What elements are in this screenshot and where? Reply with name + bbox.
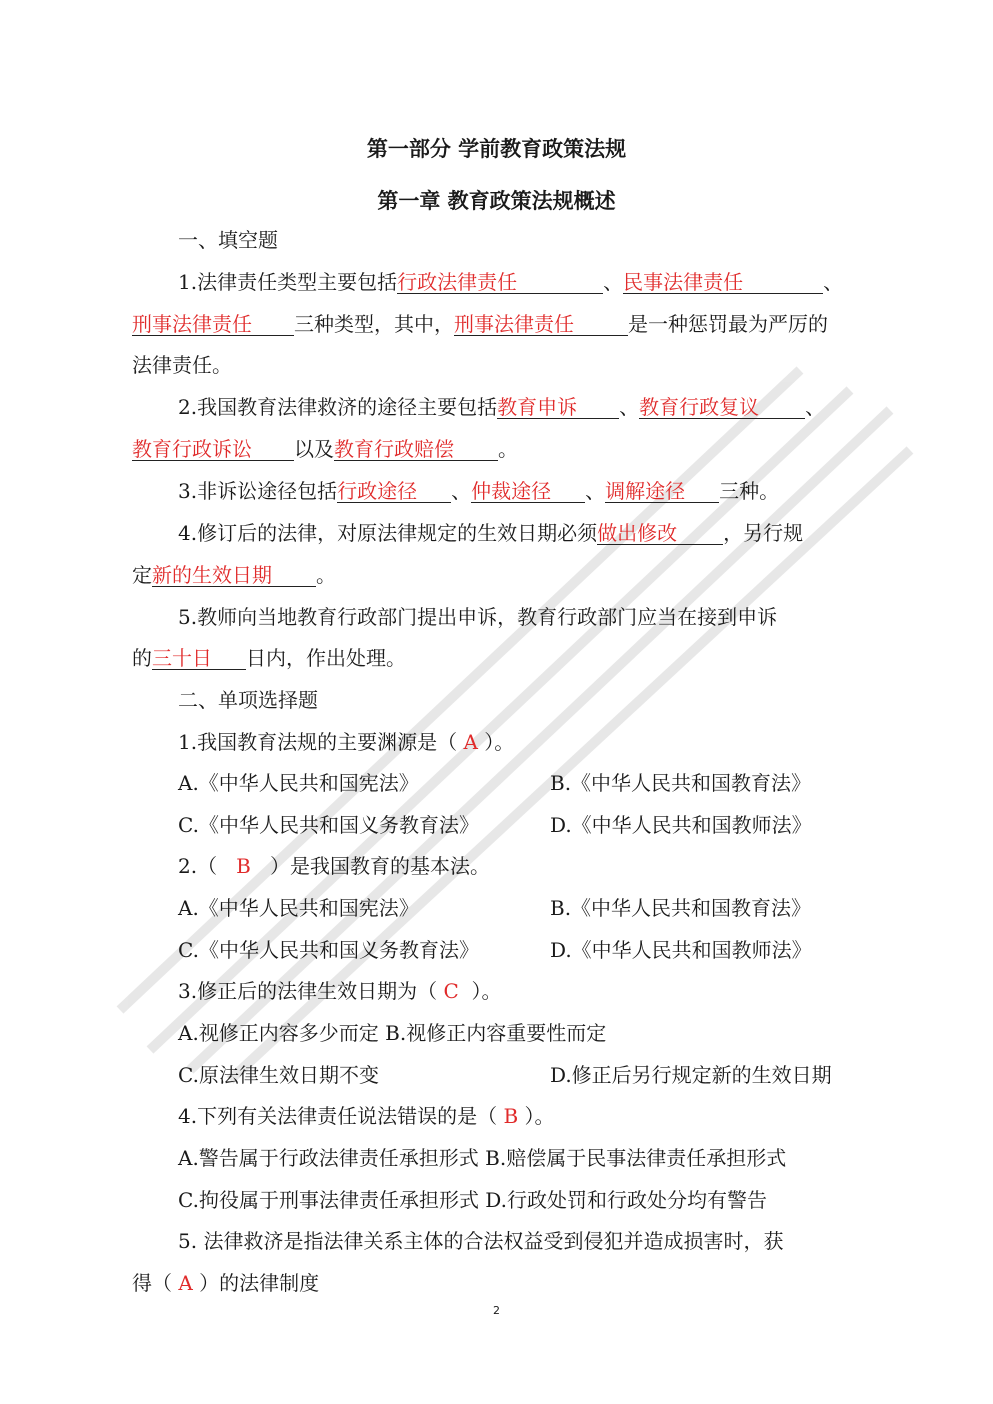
fill-q2-line2: 教育行政诉讼 以及教育行政赔偿 。: [132, 437, 518, 461]
mc-q5-line2: 得（ A ）的法律制度: [132, 1271, 320, 1295]
part-title: 第一部分 学前教育政策法规: [366, 137, 627, 161]
fill-q4-line1: 4.修订后的法律，对原法律规定的生效日期必须做出修改 ，另行规: [178, 521, 804, 545]
mc-q2-stem: 2.（ B ）是我国教育的基本法。: [178, 854, 490, 878]
mc-q2-option-a: A.《中华人民共和国宪法》: [178, 896, 419, 920]
fill-q3: 3.非诉讼途径包括行政途径 、仲裁途径 、调解途径 三种。: [178, 479, 780, 503]
mc-q3-option-c: C.原法律生效日期不变: [178, 1063, 379, 1087]
section-heading-fill-blank: 一、填空题: [178, 228, 278, 252]
mc-q1-option-c: C.《中华人民共和国义务教育法》: [178, 813, 479, 837]
fill-q1-line2: 刑事法律责任 三种类型，其中，刑事法律责任 是一种惩罚最为严厉的: [132, 312, 828, 336]
fill-q4-line2: 定新的生效日期 。: [132, 563, 336, 587]
section-heading-single-choice: 二、单项选择题: [178, 688, 318, 712]
mc-q3-options-ab: A.视修正内容多少而定 B.视修正内容重要性而定: [178, 1021, 607, 1045]
fill-q1-line3: 法律责任。: [132, 353, 232, 377]
fill-q5-line2: 的三十日 日内，作出处理。: [132, 646, 406, 670]
mc-q1-answer: A: [463, 730, 478, 754]
fill-q2-line1: 2.我国教育法律救济的途径主要包括教育申诉 、教育行政复议 、: [178, 395, 826, 419]
mc-q5-answer: A: [178, 1271, 193, 1295]
mc-q1-option-d: D.《中华人民共和国教师法》: [550, 813, 812, 837]
mc-q4-stem: 4.下列有关法律责任说法错误的是（ B ）。: [178, 1104, 555, 1128]
mc-q1-option-b: B.《中华人民共和国教育法》: [550, 771, 812, 795]
mc-q3-stem: 3.修正后的法律生效日期为（ C ）。: [178, 979, 502, 1003]
fill-q1-line1: 1.法律责任类型主要包括行政法律责任 、民事法律责任 、: [178, 270, 844, 294]
mc-q2-option-c: C.《中华人民共和国义务教育法》: [178, 938, 479, 962]
fill-q5-line1: 5.教师向当地教育行政部门提出申诉，教育行政部门应当在接到申诉: [178, 605, 778, 629]
mc-q3-option-d: D.修正后另行规定新的生效日期: [550, 1063, 832, 1087]
mc-q2-option-d: D.《中华人民共和国教师法》: [550, 938, 812, 962]
page-number: 2: [493, 1304, 500, 1317]
mc-q2-answer: B: [236, 854, 251, 878]
chapter-title: 第一章 教育政策法规概述: [377, 189, 616, 213]
mc-q4-answer: B: [503, 1104, 519, 1128]
mc-q2-option-b: B.《中华人民共和国教育法》: [550, 896, 812, 920]
mc-q3-answer: C: [443, 979, 459, 1003]
mc-q1-stem: 1.我国教育法规的主要渊源是（ A ）。: [178, 730, 515, 754]
mc-q1-option-a: A.《中华人民共和国宪法》: [178, 771, 419, 795]
mc-q4-options-ab: A.警告属于行政法律责任承担形式 B.赔偿属于民事法律责任承担形式: [178, 1146, 787, 1170]
mc-q5-line1: 5. 法律救济是指法律关系主体的合法权益受到侵犯并造成损害时，获: [178, 1229, 784, 1253]
mc-q4-options-cd: C.拘役属于刑事法律责任承担形式 D.行政处罚和行政处分均有警告: [178, 1188, 767, 1212]
